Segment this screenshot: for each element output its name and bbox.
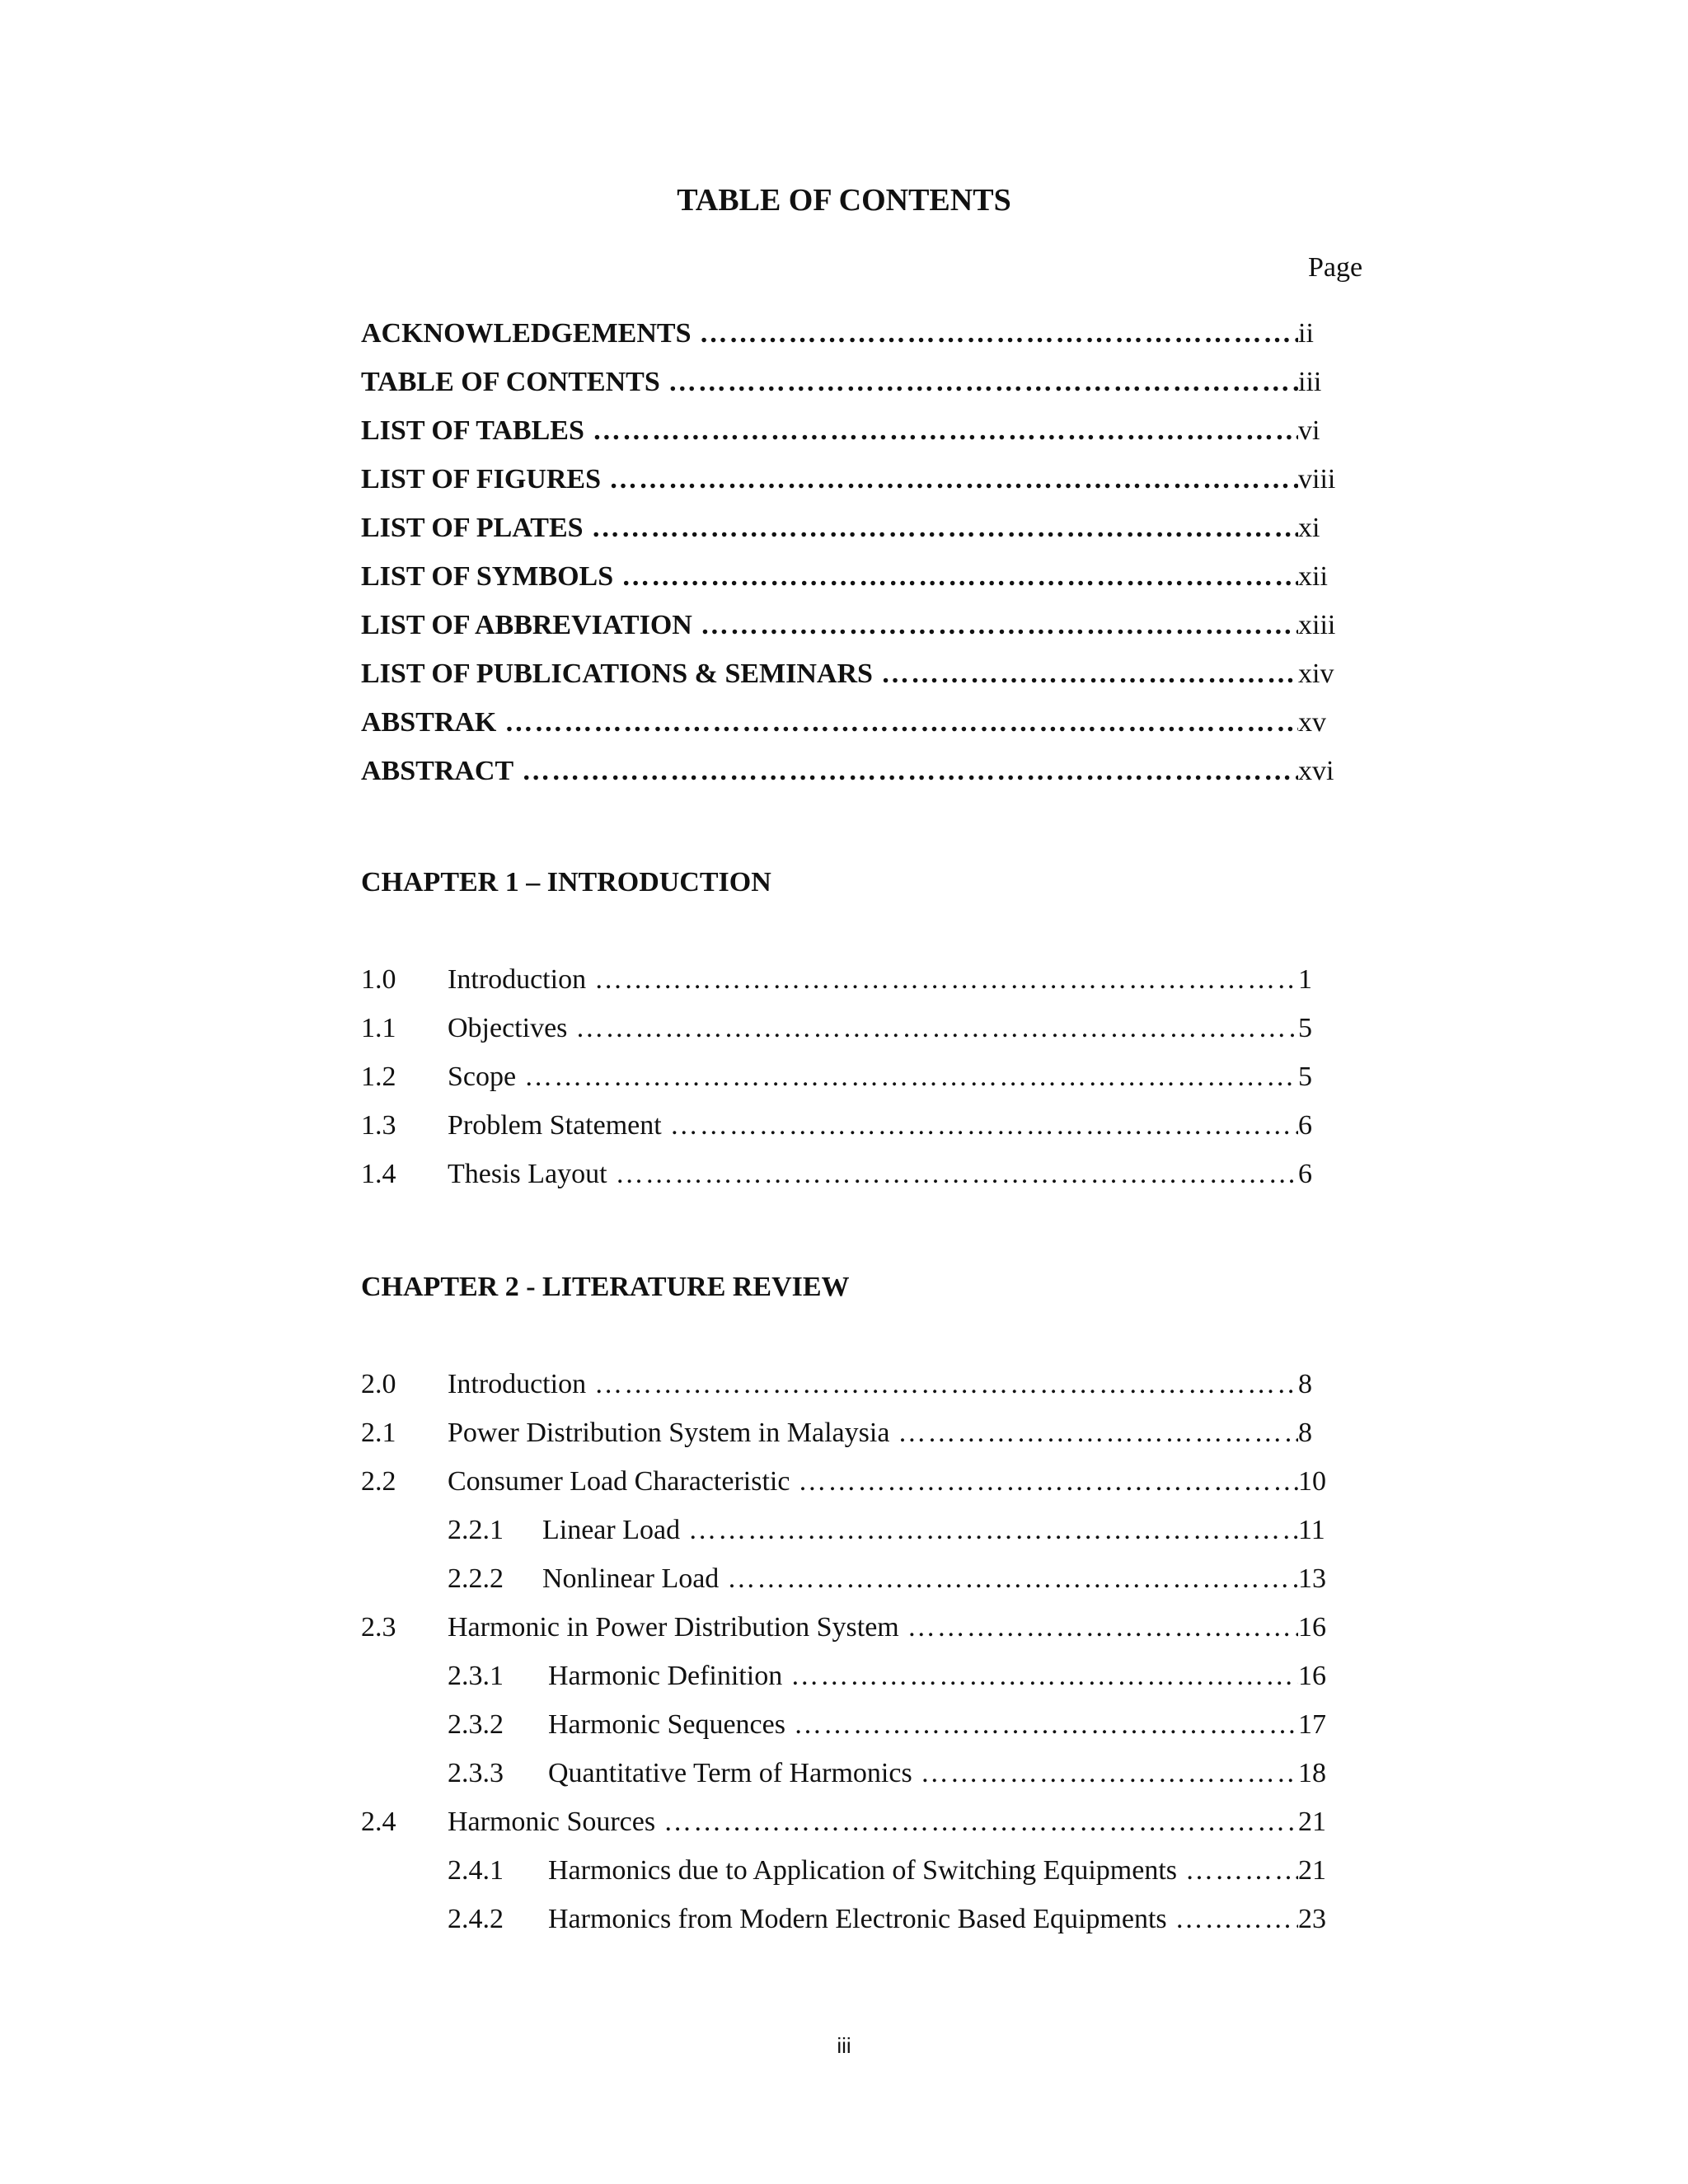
section-title: Introduction (448, 964, 587, 995)
chapter-1-heading[interactable]: CHAPTER 1 – INTRODUCTION (361, 867, 771, 898)
leader-dots (516, 1057, 1298, 1098)
entry-label: LIST OF PLATES (361, 513, 584, 543)
entry-page: xii (1298, 561, 1328, 592)
section-title: Objectives (448, 1013, 568, 1043)
entry-page: viii (1298, 464, 1336, 494)
toc-entry-1-0[interactable] (0, 959, 1688, 1001)
entry-label: LIST OF ABBREVIATION (361, 610, 692, 640)
toc-entry-2-3[interactable] (0, 1607, 1688, 1648)
leader-dots (785, 1704, 1298, 1746)
section-title: Nonlinear Load (542, 1563, 720, 1594)
section-title: Harmonic in Power Distribution System (448, 1612, 899, 1643)
section-title: Scope (448, 1062, 517, 1092)
toc-entry-2-3-3[interactable] (0, 1753, 1688, 1794)
toc-entry-2-3-2[interactable] (0, 1704, 1688, 1746)
toc-entry-2-3-1[interactable] (0, 1656, 1688, 1697)
entry-page: xiv (1298, 658, 1334, 689)
entry-page: 10 (1298, 1466, 1326, 1497)
entry-page: 16 (1298, 1661, 1326, 1691)
entry-page: ii (1298, 318, 1314, 349)
toc-entry-2-4-1[interactable] (0, 1850, 1688, 1891)
section-number: 1.2 (361, 1062, 396, 1092)
leader-dots (1167, 1899, 1298, 1940)
section-number: 2.0 (361, 1369, 396, 1399)
section-title: Problem Statement (448, 1110, 662, 1141)
leader-dots (790, 1461, 1298, 1502)
entry-page: iii (1298, 367, 1322, 397)
leader-dots (567, 1008, 1298, 1049)
toc-entry-list-of-figures[interactable] (0, 459, 1688, 500)
toc-entry-abstract[interactable] (0, 751, 1688, 792)
leader-dots (889, 1413, 1298, 1454)
section-number: 1.0 (361, 964, 396, 995)
entry-page: xiii (1298, 610, 1336, 640)
toc-entry-2-2-2[interactable] (0, 1558, 1688, 1600)
section-number: 2.2 (361, 1466, 396, 1497)
leader-dots (584, 508, 1298, 549)
toc-entry-2-2[interactable] (0, 1461, 1688, 1502)
toc-entry-table-of-contents[interactable] (0, 362, 1688, 403)
toc-entry-1-2[interactable] (0, 1057, 1688, 1098)
subsection-number: 2.3.1 (448, 1661, 504, 1691)
leader-dots (513, 751, 1298, 792)
subsection-number: 2.2.1 (448, 1515, 504, 1545)
toc-entry-2-1[interactable] (0, 1413, 1688, 1454)
entry-label: LIST OF TABLES (361, 415, 584, 446)
leader-dots (873, 654, 1298, 695)
section-title: Introduction (448, 1369, 587, 1399)
leader-dots (662, 1105, 1298, 1146)
section-number: 1.3 (361, 1110, 396, 1141)
page-column-label: Page (1307, 252, 1363, 283)
entry-page: vi (1298, 415, 1320, 446)
toc-entry-2-4-2[interactable] (0, 1899, 1688, 1940)
entry-page: 8 (1298, 1418, 1312, 1448)
toc-entry-list-of-publications[interactable] (0, 654, 1688, 695)
entry-page: 6 (1298, 1159, 1312, 1189)
leader-dots (607, 1154, 1298, 1195)
entry-page: 5 (1298, 1013, 1312, 1043)
section-number: 1.1 (361, 1013, 396, 1043)
toc-entry-abstrak[interactable] (0, 702, 1688, 743)
entry-page: xi (1298, 513, 1320, 543)
leader-dots (692, 605, 1298, 646)
toc-entry-acknowledgements[interactable] (0, 313, 1688, 354)
toc-entry-list-of-symbols[interactable] (0, 556, 1688, 598)
subsection-number: 2.3.2 (448, 1709, 504, 1740)
section-number: 1.4 (361, 1159, 396, 1189)
leader-dots (1177, 1850, 1298, 1891)
leader-dots (680, 1510, 1298, 1551)
entry-label: TABLE OF CONTENTS (361, 367, 660, 397)
leader-dots (660, 362, 1298, 403)
entry-page: 23 (1298, 1904, 1326, 1934)
section-title: Quantitative Term of Harmonics (548, 1758, 912, 1788)
entry-page: 16 (1298, 1612, 1326, 1643)
entry-label: ACKNOWLEDGEMENTS (361, 318, 692, 349)
leader-dots (692, 313, 1299, 354)
toc-entry-list-of-abbreviation[interactable] (0, 605, 1688, 646)
section-title: Linear Load (542, 1515, 681, 1545)
toc-title: TABLE OF CONTENTS (677, 183, 1011, 218)
leader-dots (586, 959, 1298, 1001)
toc-entry-list-of-tables[interactable] (0, 410, 1688, 452)
entry-page: 5 (1298, 1062, 1312, 1092)
toc-entry-1-4[interactable] (0, 1154, 1688, 1195)
entry-page: 17 (1298, 1709, 1326, 1740)
entry-page: 21 (1298, 1855, 1326, 1886)
entry-page: 13 (1298, 1563, 1326, 1594)
section-number: 2.4 (361, 1807, 396, 1837)
entry-page: 18 (1298, 1758, 1326, 1788)
subsection-number: 2.4.1 (448, 1855, 504, 1886)
leader-dots (655, 1802, 1298, 1843)
toc-entry-1-1[interactable] (0, 1008, 1688, 1049)
toc-entry-2-0[interactable] (0, 1364, 1688, 1405)
toc-entry-2-4[interactable] (0, 1802, 1688, 1843)
toc-entry-2-2-1[interactable] (0, 1510, 1688, 1551)
entry-page: xvi (1298, 756, 1334, 786)
toc-entry-list-of-plates[interactable] (0, 508, 1688, 549)
section-title: Harmonics from Modern Electronic Based Equipments (548, 1904, 1167, 1934)
entry-label: ABSTRACT (361, 756, 514, 786)
entry-page: xv (1298, 707, 1326, 738)
section-number: 2.3 (361, 1612, 396, 1643)
entry-label: ABSTRAK (361, 707, 497, 738)
section-number: 2.1 (361, 1418, 396, 1448)
leader-dots (586, 1364, 1298, 1405)
section-title: Harmonics due to Application of Switching Equipments (548, 1855, 1178, 1886)
section-title: Thesis Layout (448, 1159, 607, 1189)
section-title: Power Distribution System in Malaysia (448, 1418, 890, 1448)
entry-label: LIST OF PUBLICATIONS & SEMINARS (361, 658, 873, 689)
entry-label: LIST OF FIGURES (361, 464, 601, 494)
leader-dots (613, 556, 1298, 598)
leader-dots (719, 1558, 1298, 1600)
leader-dots (899, 1607, 1298, 1648)
section-title: Harmonic Sequences (548, 1709, 785, 1740)
leader-dots (584, 410, 1298, 452)
entry-page: 1 (1298, 964, 1312, 995)
subsection-number: 2.2.2 (448, 1563, 504, 1594)
page-number-footer: iii (837, 2033, 851, 2058)
subsection-number: 2.3.3 (448, 1758, 504, 1788)
leader-dots (782, 1656, 1298, 1697)
section-title: Harmonic Sources (448, 1807, 656, 1837)
chapter-2-heading[interactable]: CHAPTER 2 - LITERATURE REVIEW (361, 1272, 850, 1302)
entry-page: 6 (1298, 1110, 1312, 1141)
leader-dots (601, 459, 1298, 500)
entry-page: 21 (1298, 1807, 1326, 1837)
entry-page: 8 (1298, 1369, 1312, 1399)
section-title: Consumer Load Characteristic (448, 1466, 790, 1497)
leader-dots (912, 1753, 1298, 1794)
leader-dots (496, 702, 1298, 743)
entry-page: 11 (1298, 1515, 1325, 1545)
entry-label: LIST OF SYMBOLS (361, 561, 614, 592)
section-title: Harmonic Definition (548, 1661, 783, 1691)
toc-entry-1-3[interactable] (0, 1105, 1688, 1146)
subsection-number: 2.4.2 (448, 1904, 504, 1934)
